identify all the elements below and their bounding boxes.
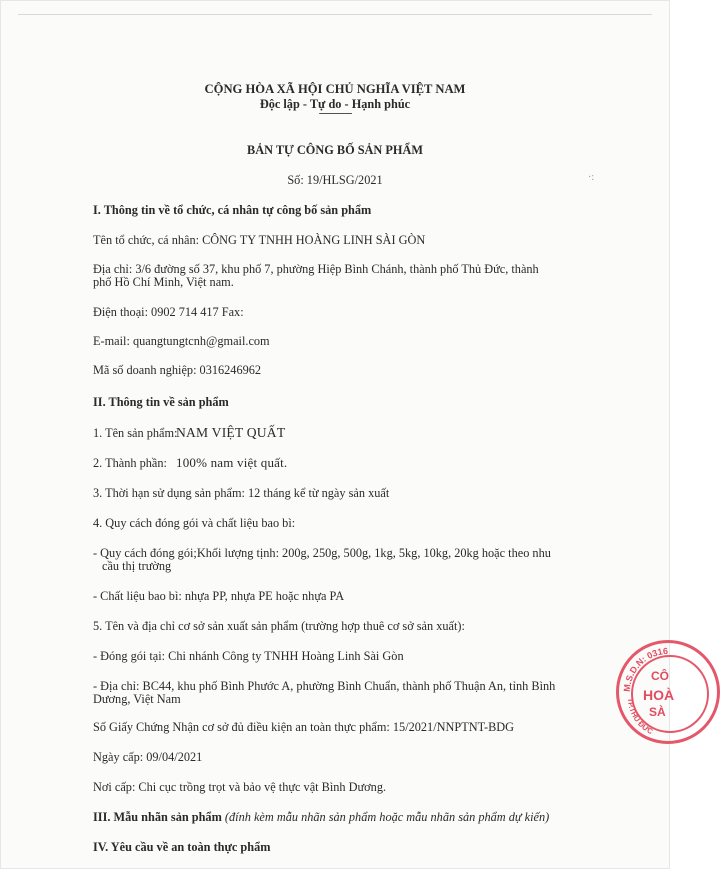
- packed-at: - Đóng gói tại: Chi nhánh Công ty TNHH Hoàng Linh Sài Gòn: [93, 649, 404, 663]
- section3-heading: [93, 810, 549, 825]
- document-title: BẢN TỰ CÔNG BỐ SẢN PHẨM: [247, 143, 423, 157]
- country-header: CỘNG HÒA XÃ HỘI CHỦ NGHĨA VIỆT NAM: [204, 82, 466, 96]
- seal-line1: CÔ: [651, 669, 669, 683]
- section1-heading: I. Thông tin về tổ chức, cá nhân tự công bố sản phẩm: [93, 203, 372, 217]
- issued-by: Nơi cấp: Chi cục trồng trọt và bảo vệ thực vật Bình Dương.: [93, 780, 387, 794]
- scan-speck: ·:: [588, 172, 595, 183]
- ingredient-value: 100% nam việt quất.: [176, 455, 288, 470]
- motto: Độc lập - Tự do - Hạnh phúc: [259, 97, 411, 111]
- section2-heading: II. Thông tin về sản phẩm: [93, 395, 229, 409]
- seal-top-text: M.S.D.N: 0316: [621, 645, 669, 693]
- facility-address-line1: - Địa chỉ: BC44, khu phố Bình Phước A, phường Bình Chuẩn, thành phố Thuận An, tỉnh Bình: [93, 679, 556, 693]
- address-line1: Địa chỉ: 3/6 đường số 37, khu phố 7, phường Hiệp Bình Chánh, thành phố Thủ Đức, thành: [93, 262, 539, 276]
- company-seal: [616, 640, 720, 744]
- product-name-label: 1. Tên sản phẩm:: [93, 426, 178, 440]
- phone: Điện thoại: 0902 714 417 Fax:: [93, 305, 244, 319]
- packaging-heading: 4. Quy cách đóng gói và chất liệu bao bì:: [93, 516, 296, 530]
- org-name: Tên tổ chức, cá nhân: CÔNG TY TNHH HOÀNG LINH SÀI GÒN: [93, 233, 426, 247]
- ingredient-label: 2. Thành phần:: [93, 456, 167, 470]
- section3-title: III. Mẫu nhãn sản phẩm: [93, 810, 222, 824]
- address-line2: phố Hồ Chí Minh, Việt nam.: [93, 275, 234, 289]
- facility-heading: 5. Tên và địa chỉ cơ sở sản xuất sản phẩm (trường hợp thuê cơ sở sản xuất):: [93, 619, 465, 633]
- section3-note: (đính kèm mẫu nhãn sản phẩm hoặc mẫu nhãn sản phẩm dự kiến): [224, 810, 550, 824]
- issue-date: Ngày cấp: 09/04/2021: [93, 750, 203, 764]
- scan-border: [18, 14, 652, 15]
- product-name-value: NAM VIỆT QUẤT: [176, 425, 286, 440]
- packaging-line1: - Quy cách đóng gói;Khối lượng tịnh: 200g, 250g, 500g, 1kg, 5kg, 10kg, 20kg hoặc theo nhu: [93, 546, 551, 560]
- facility-address-line2: Dương, Việt Nam: [93, 692, 181, 706]
- tax-code: Mã số doanh nghiệp: 0316246962: [93, 363, 262, 377]
- section4-heading: IV. Yêu cầu về an toàn thực phẩm: [93, 840, 271, 854]
- email: E-mail: quangtungtcnh@gmail.com: [93, 334, 270, 348]
- packaging-material: - Chất liệu bao bì: nhựa PP, nhựa PE hoặc nhựa PA: [93, 589, 345, 603]
- food-safety-certificate: Số Giấy Chứng Nhận cơ sở đủ điều kiện an toàn thực phẩm: 15/2021/NNPTNT-BDG: [93, 720, 515, 734]
- seal-line3: SÀ: [649, 705, 666, 719]
- shelf-life: 3. Thời hạn sử dụng sản phẩm: 12 tháng kể từ ngày sản xuất: [93, 486, 390, 500]
- motto-separator: --------------: [318, 108, 352, 119]
- seal-bottom-text: TP.THỦ ĐỨC: [625, 697, 655, 737]
- packaging-line2: cầu thị trường: [102, 559, 172, 573]
- document-number: Số: 19/HLSG/2021: [287, 173, 383, 187]
- seal-line2: HOÀ: [643, 687, 675, 703]
